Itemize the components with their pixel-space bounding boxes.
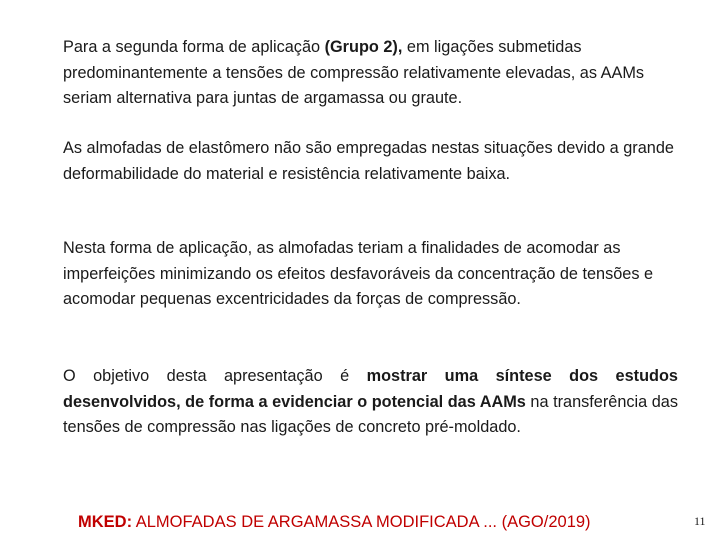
paragraph-4-text-start: O objetivo desta apresentação é: [63, 367, 367, 385]
paragraph-1-text-end: em ligações submetidas predominantemente a tensões de compressão relativamente elevadas, as AAMs seriam alternativa para juntas de argamassa ou graute.: [63, 38, 645, 107]
paragraph-4-text-end: na transferência das tensões de compressão nas ligações de concreto pré-moldado.: [63, 392, 678, 436]
paragraph-4-bold: mostrar uma síntese dos estudos desenvolvidos, de forma a evidenciar o potencial das AAMs: [63, 367, 678, 411]
paragraph-1-bold: (Grupo 2),: [324, 38, 403, 56]
paragraph-objetivo: [63, 364, 678, 441]
paragraph-aplicacao: Nesta forma de aplicação, as almofadas teriam a finalidades de acomodar as imperfeições minimizando os efeitos desfavoráveis da concentração de tensões e acomodar pequenas excentricidades da forças de compressão.: [63, 239, 654, 308]
page-number: 11: [694, 514, 706, 528]
paragraph-1-text-start: Para a segunda forma de aplicação: [63, 38, 325, 56]
footer: [78, 510, 591, 534]
paragraph-grupo-2: [63, 35, 678, 112]
paragraph-elastomero: As almofadas de elastômero não são empregadas nestas situações devido a grande deformabilidade do material e resistência relativamente baixa.: [63, 139, 674, 183]
footer-text: ALMOFADAS DE ARGAMASSA MODIFICADA ... (AGO/2019): [132, 513, 591, 531]
footer-label: MKED:: [78, 513, 133, 531]
